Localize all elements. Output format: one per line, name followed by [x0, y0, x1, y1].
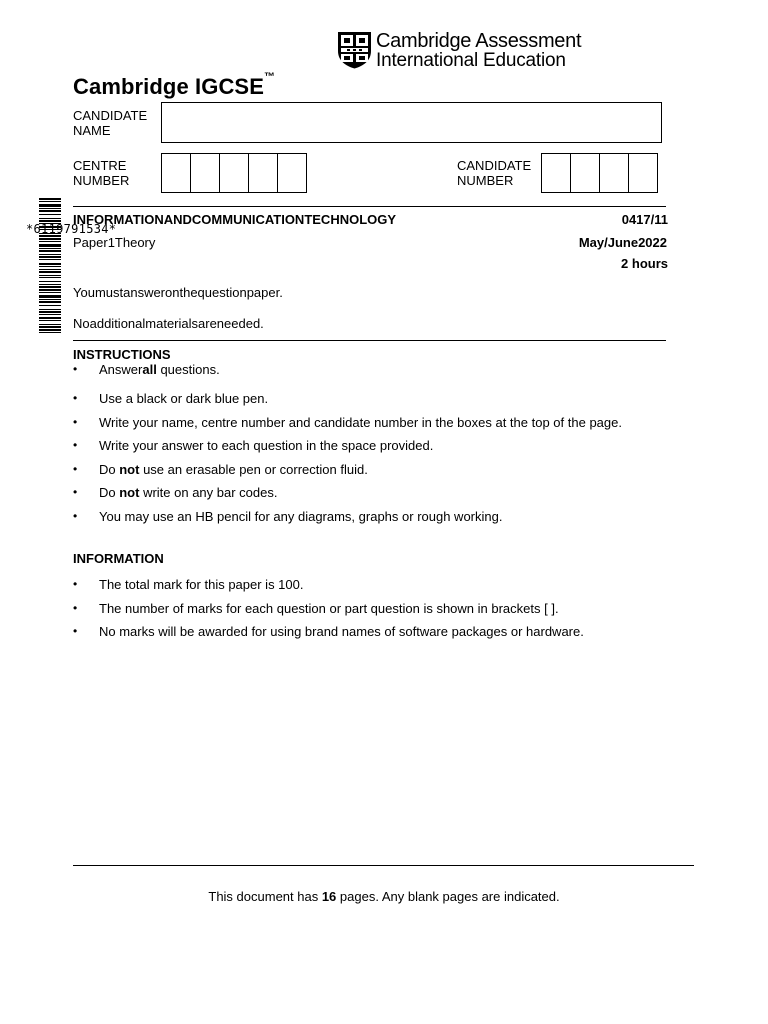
bullet-icon: • — [73, 415, 78, 429]
centre-number-cell[interactable] — [219, 153, 249, 193]
bullet-icon: • — [73, 362, 78, 376]
candidate-number-label — [457, 158, 531, 188]
exam-duration: 2 hours — [621, 256, 668, 271]
instruction-text: Write your answer to each question in the space provided. — [99, 438, 434, 453]
centre-number-cell[interactable] — [161, 153, 191, 193]
divider — [73, 206, 666, 207]
instruction-text: Answer — [99, 362, 143, 377]
centre-number-cell[interactable] — [277, 153, 307, 193]
candidate-number-field[interactable] — [541, 153, 658, 193]
instruction-text: questions. — [156, 362, 220, 377]
instruction-text: Write your name, centre number and candidate number in the boxes at the top of the page. — [99, 415, 622, 430]
centre-number-label-line1: CENTRE — [73, 158, 127, 173]
centre-number-label — [73, 158, 129, 188]
instructions-heading: INSTRUCTIONS — [73, 347, 171, 362]
instruction-emphasis: not — [119, 462, 140, 477]
bullet-icon: • — [73, 509, 78, 523]
candidate-number-cell[interactable] — [541, 153, 571, 193]
syllabus-code: 0417/11 — [621, 212, 668, 227]
page-count-note — [0, 889, 768, 904]
page-count: 16 — [321, 889, 337, 904]
bullet-icon: • — [73, 462, 78, 476]
footer-text: This document has — [208, 889, 322, 904]
footer-text: pages. Any blank pages are indicated. — [336, 889, 560, 904]
instruction-emphasis: all — [142, 362, 157, 377]
divider — [73, 340, 666, 341]
information-text: The total mark for this paper is 100. — [99, 577, 304, 592]
instruction-text: write on any bar codes. — [139, 485, 278, 500]
instruction-text: use an erasable pen or correction fluid. — [139, 462, 368, 477]
university-shield-icon — [337, 31, 372, 69]
information-heading: INFORMATION — [73, 551, 164, 566]
materials-note: Noadditionalmaterialsareneeded. — [73, 316, 264, 331]
paper-name: Paper1Theory — [73, 235, 156, 250]
subject-title: INFORMATIONANDCOMMUNICATIONTECHNOLOGY — [73, 212, 397, 227]
bullet-icon: • — [73, 624, 78, 638]
footer-divider — [73, 865, 694, 866]
bullet-icon: • — [73, 438, 78, 452]
bullet-icon: • — [73, 577, 78, 591]
centre-number-field[interactable] — [161, 153, 307, 193]
candidate-number-cell[interactable] — [599, 153, 629, 193]
centre-number-cell[interactable] — [248, 153, 278, 193]
candidate-number-label-line2: NUMBER — [457, 173, 514, 188]
bullet-icon: • — [73, 485, 78, 499]
brand-name: Cambridge IGCSE — [73, 74, 264, 99]
instruction-text: You may use an HB pencil for any diagrams, graphs or rough working. — [99, 509, 503, 524]
candidate-name-label-line2: NAME — [73, 123, 111, 138]
information-text: The number of marks for each question or part question is shown in brackets [ ]. — [99, 601, 559, 616]
information-text: No marks will be awarded for using brand names of software packages or hardware. — [99, 624, 584, 639]
logo-line2: International Education — [376, 50, 566, 71]
candidate-number-cell[interactable] — [570, 153, 600, 193]
instruction-text: Use a black or dark blue pen. — [99, 391, 269, 406]
trademark: ™ — [263, 71, 276, 83]
exam-session: May/June2022 — [578, 235, 667, 250]
candidate-number-label-line1: CANDIDATE — [457, 158, 532, 173]
instruction-text: Do — [99, 462, 120, 477]
brand-title — [73, 71, 276, 100]
bullet-icon: • — [73, 601, 78, 615]
centre-number-label-line2: NUMBER — [73, 173, 130, 188]
barcode-number: *6119791534* — [26, 222, 117, 236]
instruction-emphasis: not — [119, 485, 140, 500]
centre-number-cell[interactable] — [190, 153, 220, 193]
candidate-name-label-line1: CANDIDATE — [73, 108, 148, 123]
answer-note: Youmustansweronthequestionpaper. — [73, 285, 283, 300]
bullet-icon: • — [73, 391, 78, 405]
candidate-number-cell[interactable] — [628, 153, 658, 193]
candidate-name-field[interactable] — [161, 102, 662, 143]
barcode — [39, 198, 61, 334]
instruction-text: Do — [99, 485, 120, 500]
candidate-name-label — [73, 108, 147, 138]
logo-line1: Cambridge Assessment — [376, 30, 582, 52]
